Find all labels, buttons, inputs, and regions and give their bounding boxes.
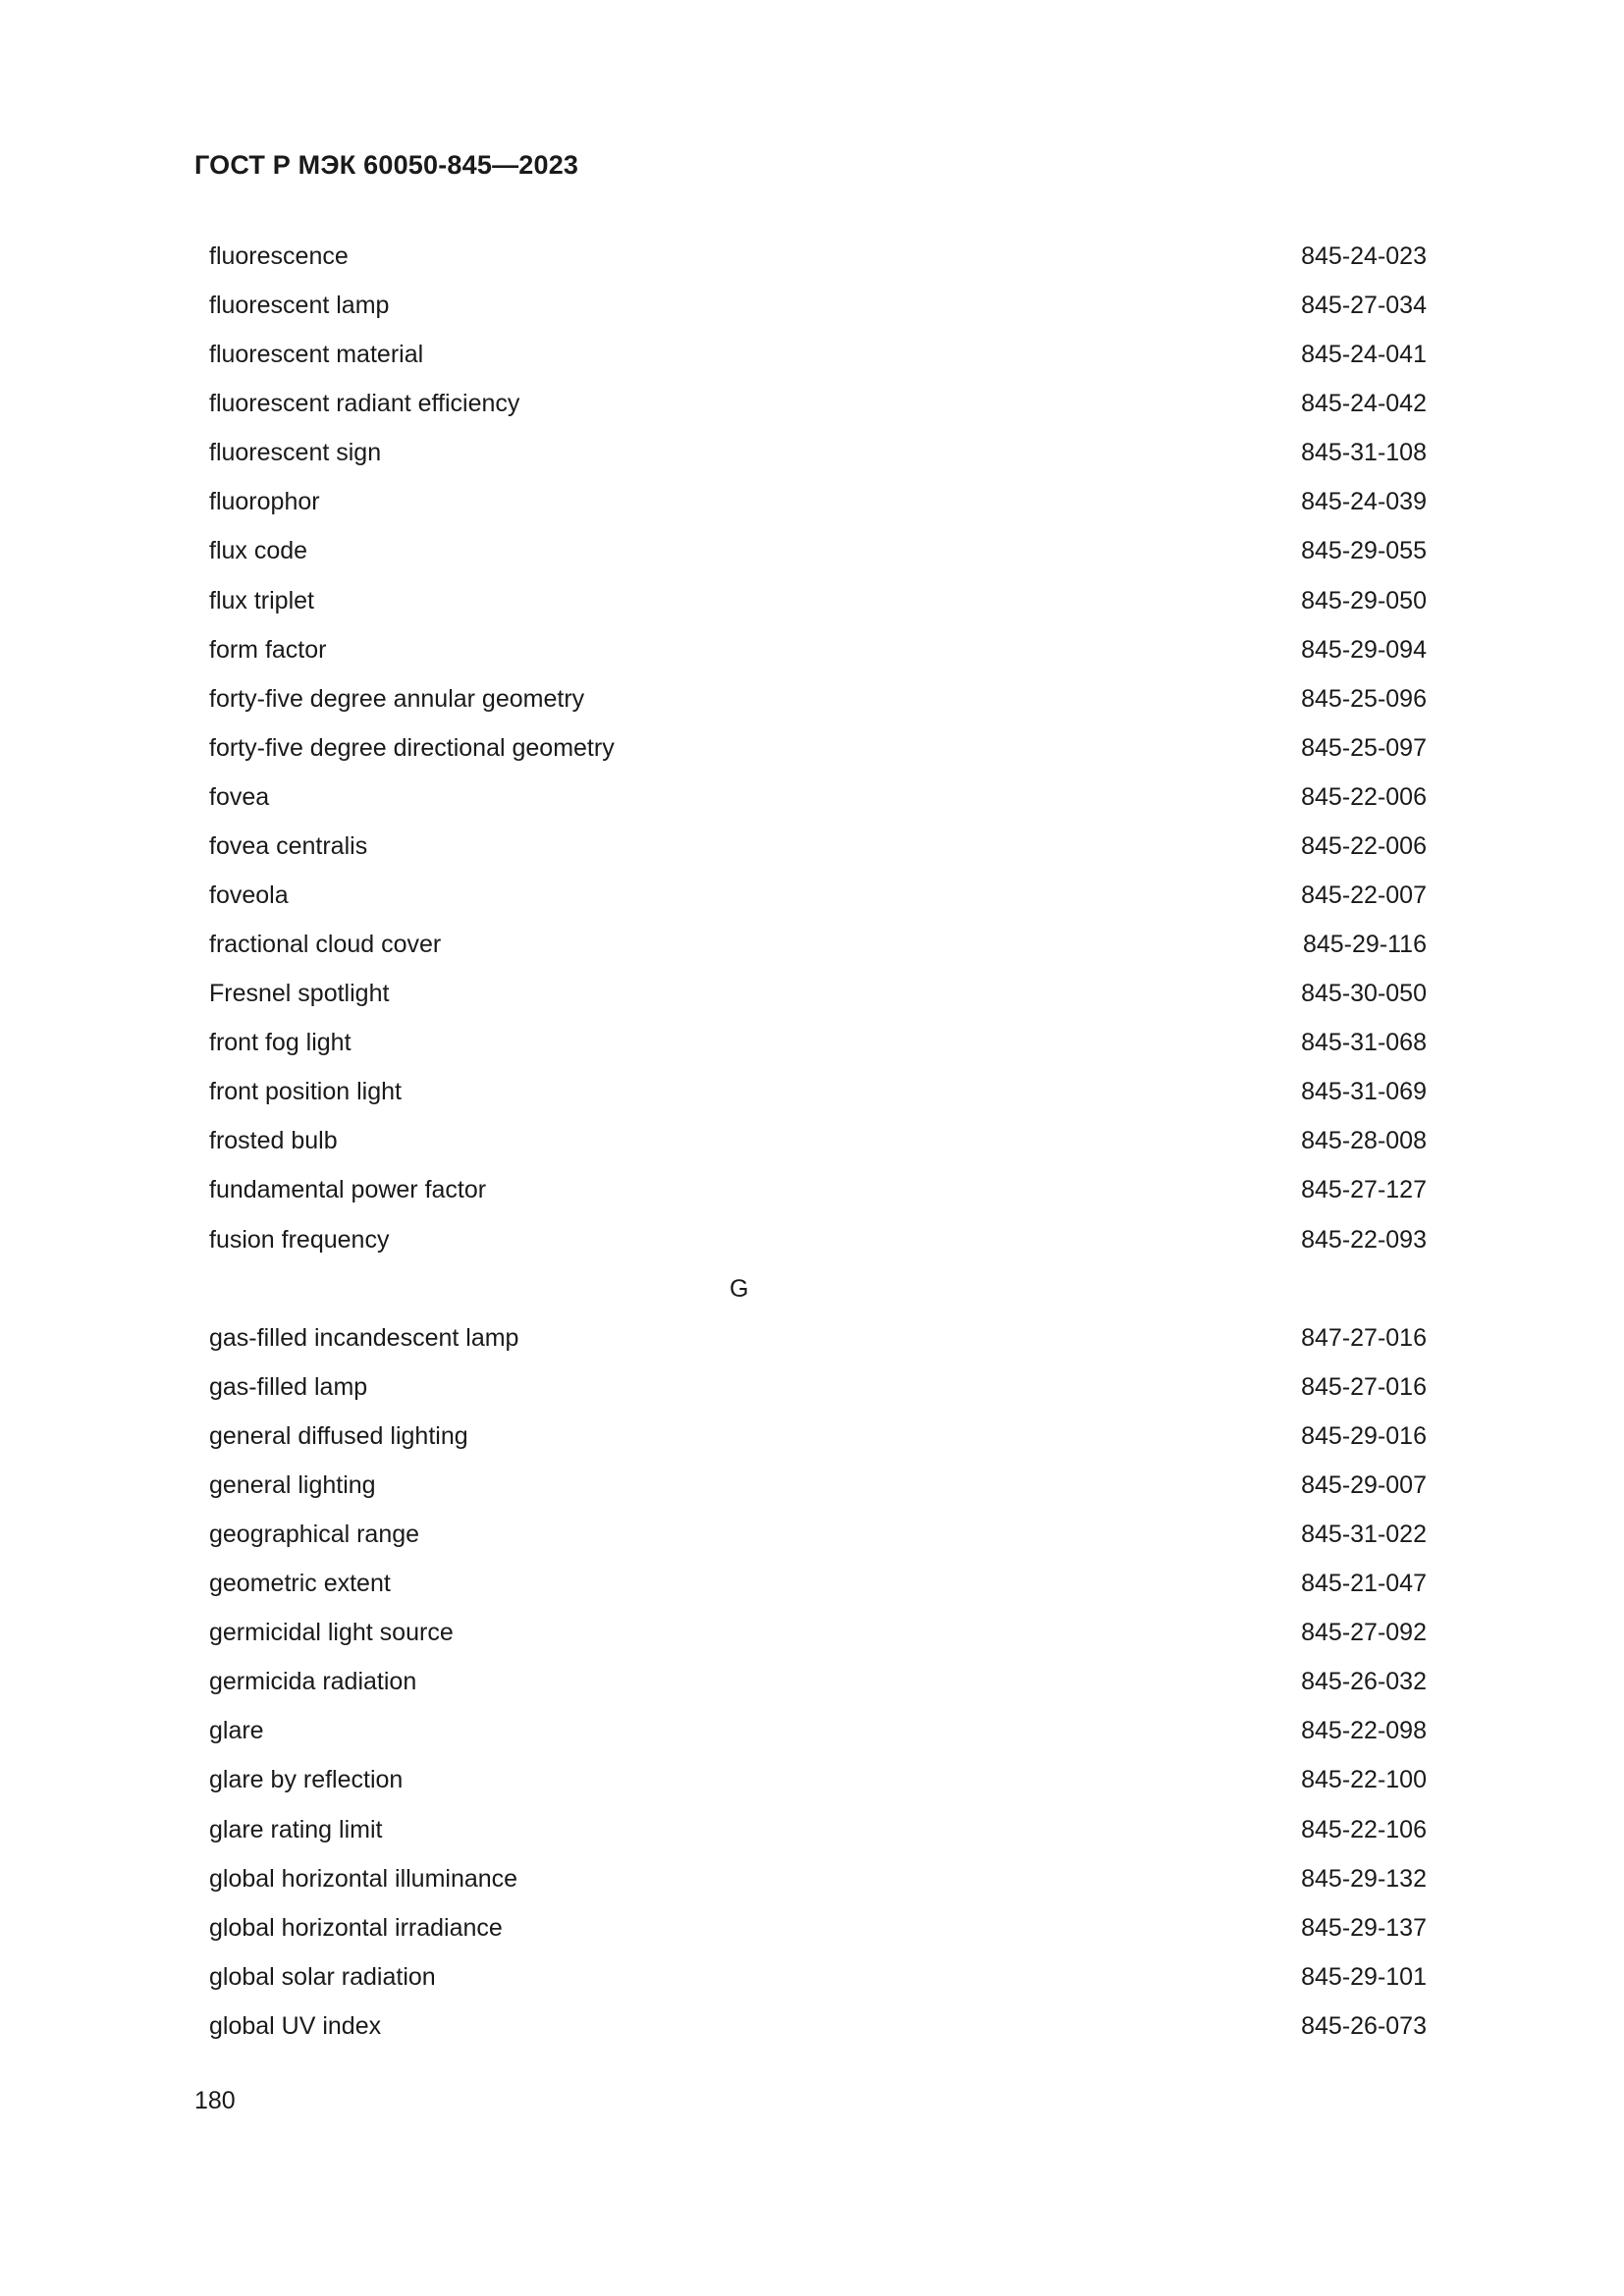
index-term: flux triplet bbox=[209, 586, 314, 614]
index-row bbox=[209, 1959, 1427, 2008]
index-code: 845-21-047 bbox=[1301, 1570, 1427, 1598]
index-code: 845-22-007 bbox=[1301, 881, 1427, 910]
index-row bbox=[209, 533, 1427, 582]
index-row bbox=[209, 828, 1427, 878]
index-row bbox=[209, 386, 1427, 435]
index-row bbox=[209, 1320, 1427, 1369]
index-term: flux code bbox=[209, 537, 308, 565]
index-row bbox=[209, 1861, 1427, 1910]
index-row bbox=[209, 1566, 1427, 1615]
index-term: fluorescent radiant efficiency bbox=[209, 390, 520, 418]
index-term: front position light bbox=[209, 1078, 402, 1106]
index-code: 845-24-023 bbox=[1301, 242, 1427, 270]
page-number: 180 bbox=[194, 2087, 236, 2114]
index-row bbox=[209, 288, 1427, 337]
index-term: fluorophor bbox=[209, 488, 320, 516]
index-term: geographical range bbox=[209, 1521, 420, 1549]
index-term: general lighting bbox=[209, 1470, 376, 1499]
index-term: fundamental power factor bbox=[209, 1176, 487, 1204]
index-term: germicida radiation bbox=[209, 1668, 417, 1696]
index-term: frosted bulb bbox=[209, 1127, 338, 1155]
index-code: 845-29-101 bbox=[1301, 1962, 1427, 1991]
index-code: 845-29-055 bbox=[1301, 537, 1427, 565]
index-code: 845-22-093 bbox=[1301, 1225, 1427, 1254]
index-term: front fog light bbox=[209, 1029, 352, 1057]
index-row bbox=[209, 1418, 1427, 1468]
index-row bbox=[209, 1468, 1427, 1517]
index-term: fovea bbox=[209, 782, 270, 811]
index-row bbox=[209, 1615, 1427, 1664]
index-code: 845-26-073 bbox=[1301, 2011, 1427, 2040]
index-code: 845-29-137 bbox=[1301, 1913, 1427, 1942]
index-code: 845-27-127 bbox=[1301, 1176, 1427, 1204]
index-term: foveola bbox=[209, 881, 289, 910]
index-code: 845-22-106 bbox=[1301, 1815, 1427, 1843]
index-code: 845-25-097 bbox=[1301, 733, 1427, 762]
index-row bbox=[209, 878, 1427, 927]
index-row bbox=[209, 1025, 1427, 1074]
index-row bbox=[209, 583, 1427, 632]
index-term: fluorescent sign bbox=[209, 439, 382, 467]
index-code: 845-31-068 bbox=[1301, 1029, 1427, 1057]
document-header: ГОСТ Р МЭК 60050-845—2023 bbox=[194, 150, 579, 180]
index-code: 845-22-098 bbox=[1301, 1717, 1427, 1745]
index-row bbox=[209, 1517, 1427, 1566]
index-term: forty-five degree annular geometry bbox=[209, 684, 585, 713]
index-code: 845-31-108 bbox=[1301, 439, 1427, 467]
index-term: general diffused lighting bbox=[209, 1421, 468, 1450]
index-code: 845-22-100 bbox=[1301, 1766, 1427, 1794]
index-row bbox=[209, 239, 1427, 288]
index-term: fluorescent material bbox=[209, 341, 424, 369]
index-term: form factor bbox=[209, 635, 327, 664]
index-term: germicidal light source bbox=[209, 1619, 454, 1647]
index-row bbox=[209, 484, 1427, 533]
index-code: 845-27-092 bbox=[1301, 1619, 1427, 1647]
index-code: 845-25-096 bbox=[1301, 684, 1427, 713]
index-row bbox=[209, 681, 1427, 730]
index-term: forty-five degree directional geometry bbox=[209, 733, 615, 762]
index-row bbox=[209, 1762, 1427, 1811]
index-row bbox=[209, 632, 1427, 681]
index-code: 845-30-050 bbox=[1301, 980, 1427, 1008]
index-row bbox=[209, 1074, 1427, 1123]
index-row bbox=[209, 1222, 1427, 1271]
index-term: fovea centralis bbox=[209, 831, 368, 860]
index-term: global horizontal illuminance bbox=[209, 1864, 518, 1893]
index-code: 845-29-007 bbox=[1301, 1470, 1427, 1499]
index-term: Fresnel spotlight bbox=[209, 980, 390, 1008]
index-row bbox=[209, 730, 1427, 779]
index-row bbox=[209, 2008, 1427, 2057]
index-term: gas-filled incandescent lamp bbox=[209, 1323, 519, 1352]
index-code: 845-27-034 bbox=[1301, 292, 1427, 320]
index-code: 845-29-050 bbox=[1301, 586, 1427, 614]
index-term: global solar radiation bbox=[209, 1962, 436, 1991]
term-index-list bbox=[209, 239, 1427, 2057]
index-term: fluorescent lamp bbox=[209, 292, 390, 320]
index-term: fractional cloud cover bbox=[209, 931, 442, 959]
index-code: 845-29-116 bbox=[1302, 931, 1427, 959]
index-term: global horizontal irradiance bbox=[209, 1913, 503, 1942]
index-row bbox=[209, 1664, 1427, 1713]
index-code: 845-24-039 bbox=[1301, 488, 1427, 516]
index-term: glare bbox=[209, 1717, 264, 1745]
index-row bbox=[209, 1713, 1427, 1762]
index-term: glare rating limit bbox=[209, 1815, 383, 1843]
index-code: 845-24-042 bbox=[1301, 390, 1427, 418]
index-row bbox=[209, 1812, 1427, 1861]
index-row bbox=[209, 435, 1427, 484]
index-code: 845-31-069 bbox=[1301, 1078, 1427, 1106]
index-term: geometric extent bbox=[209, 1570, 391, 1598]
index-row bbox=[209, 1369, 1427, 1418]
index-code: 845-29-132 bbox=[1301, 1864, 1427, 1893]
index-code: 845-29-016 bbox=[1301, 1421, 1427, 1450]
index-term: gas-filled lamp bbox=[209, 1372, 368, 1401]
index-row bbox=[209, 1910, 1427, 1959]
index-code: 845-26-032 bbox=[1301, 1668, 1427, 1696]
index-row bbox=[209, 927, 1427, 976]
index-code: 845-28-008 bbox=[1301, 1127, 1427, 1155]
index-code: 845-31-022 bbox=[1301, 1521, 1427, 1549]
index-term: global UV index bbox=[209, 2011, 382, 2040]
index-code: 845-29-094 bbox=[1301, 635, 1427, 664]
index-row bbox=[209, 1172, 1427, 1221]
index-code: 845-27-016 bbox=[1301, 1372, 1427, 1401]
index-row bbox=[209, 1123, 1427, 1172]
section-heading-g bbox=[209, 1271, 1427, 1320]
index-code: 845-22-006 bbox=[1301, 782, 1427, 811]
index-row bbox=[209, 337, 1427, 386]
index-term: fluorescence bbox=[209, 242, 349, 270]
section-letter: G bbox=[730, 1274, 749, 1303]
index-row bbox=[209, 976, 1427, 1025]
index-row bbox=[209, 779, 1427, 828]
index-term: glare by reflection bbox=[209, 1766, 404, 1794]
index-code: 845-22-006 bbox=[1301, 831, 1427, 860]
index-term: fusion frequency bbox=[209, 1225, 390, 1254]
index-code: 847-27-016 bbox=[1301, 1323, 1427, 1352]
index-code: 845-24-041 bbox=[1301, 341, 1427, 369]
